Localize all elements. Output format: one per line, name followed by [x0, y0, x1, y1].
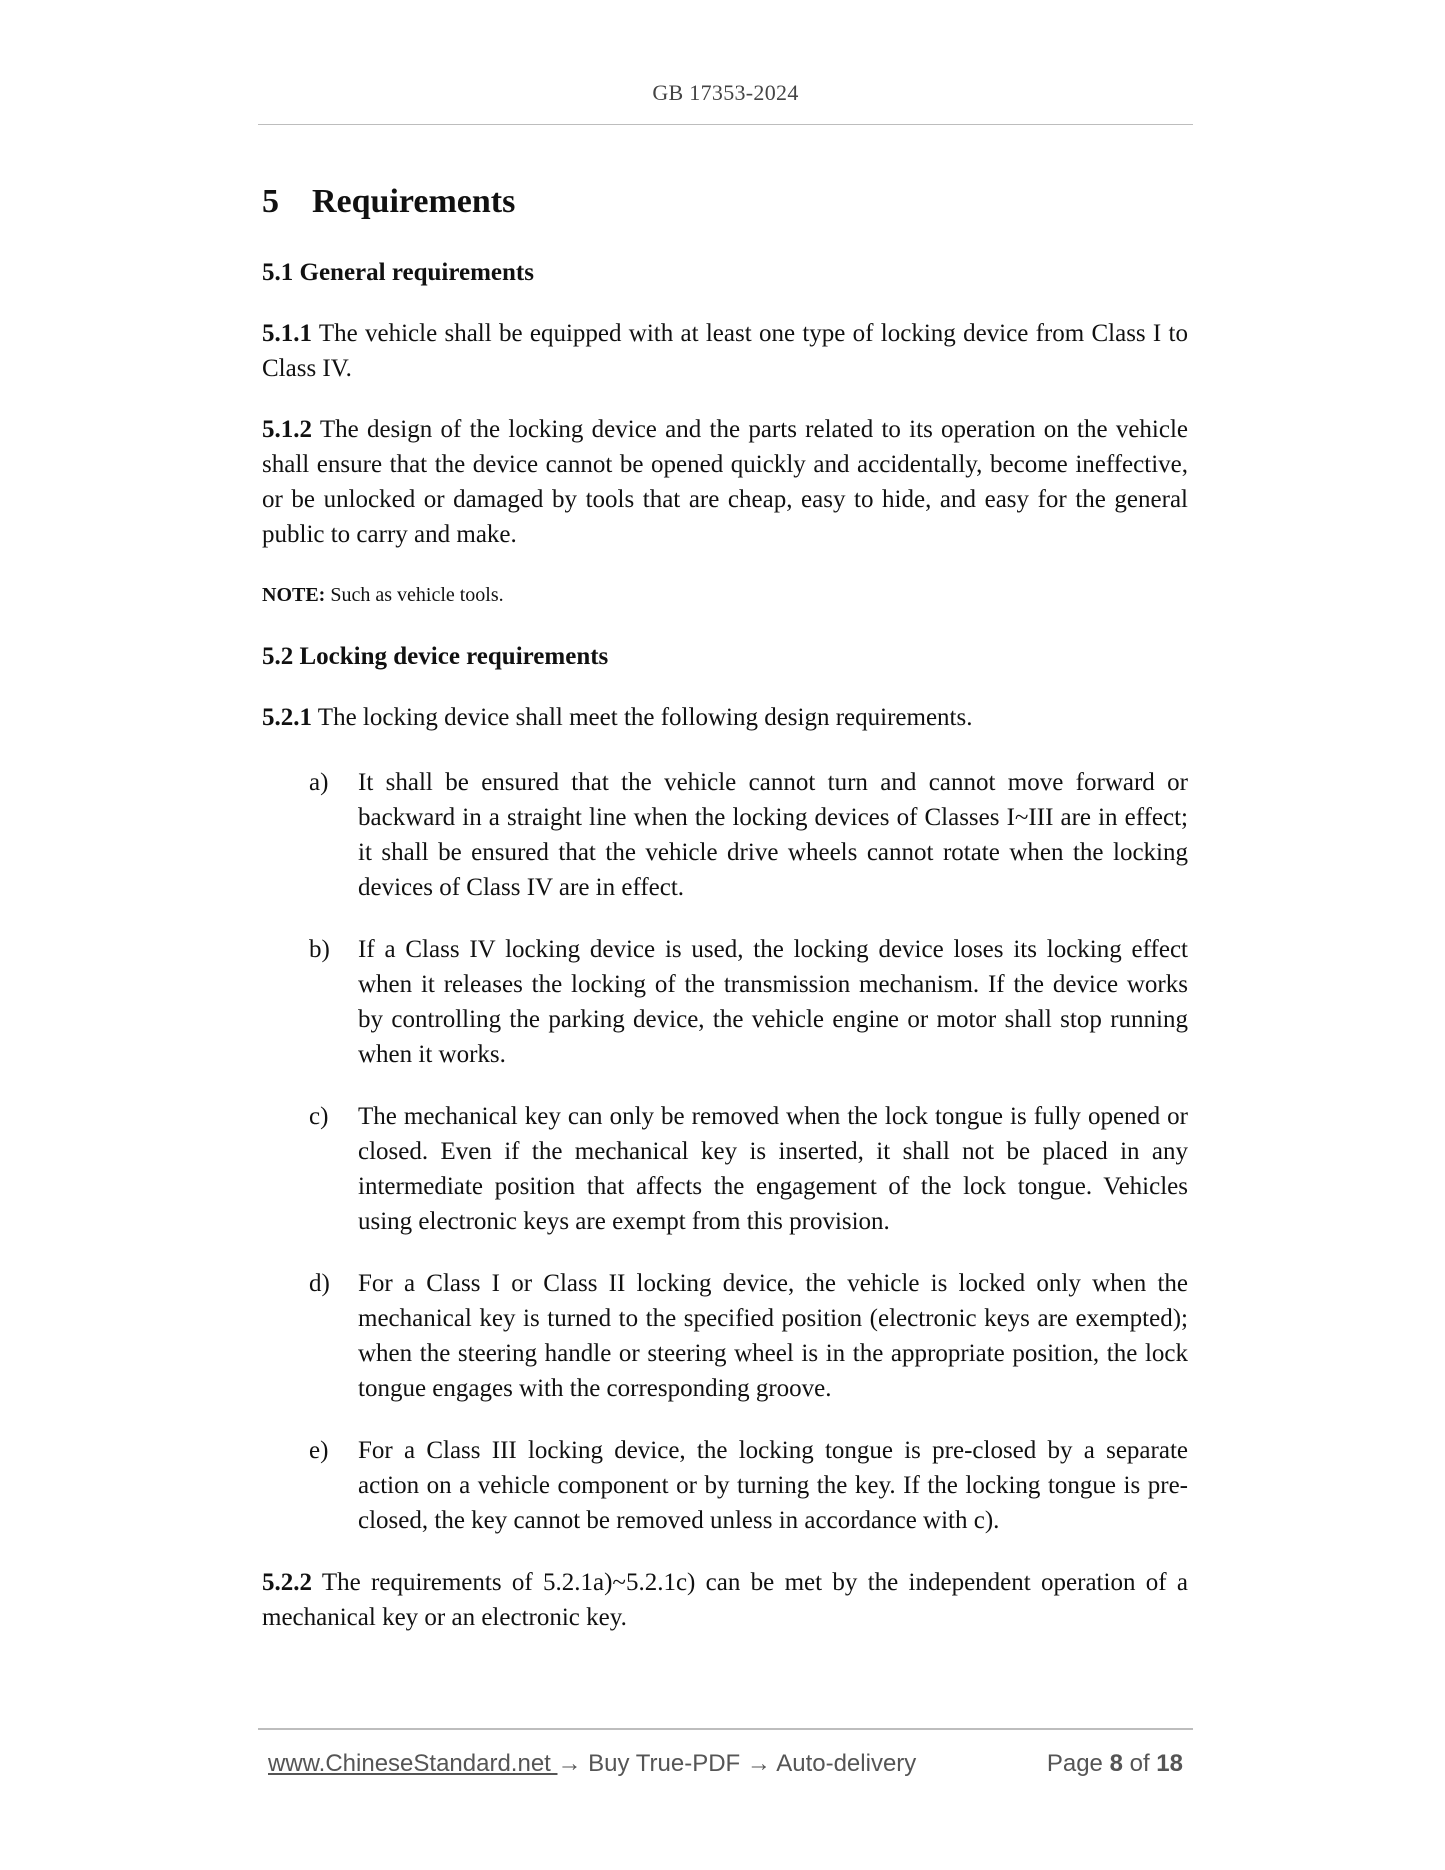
document-id-header: GB 17353-2024	[652, 80, 799, 105]
clause-5-2-1	[262, 700, 1188, 735]
clause-number: 5.1.2	[262, 416, 312, 443]
list-item	[262, 1266, 1188, 1406]
section-title-text: Requirements	[312, 183, 516, 220]
clause-text: The locking device shall meet the following design requirements.	[312, 704, 973, 731]
section-number: 5	[262, 183, 279, 220]
list-item	[262, 765, 1188, 905]
page-label: Page	[1046, 1750, 1103, 1777]
list-item-text: For a Class III locking device, the locking tongue is pre-closed by a separate action on a vehicle component or by turning the key. If the locking tongue is pre-closed, the key cannot be removed unless in accordance with c).	[358, 1437, 1188, 1534]
clause-number: 5.2.2	[262, 1569, 312, 1596]
clause-5-1-2	[262, 412, 1188, 552]
list-marker: c)	[309, 1103, 329, 1130]
list-item	[262, 1099, 1188, 1239]
list-item-text: For a Class I or Class II locking device, the vehicle is locked only when the mechanical key is turned to the specified position (electronic keys are exempted); when the steering handle or steering wheel is in the appropriate position, the lock tongue engages with the corresponding groove.	[358, 1270, 1188, 1402]
page-indicator	[1047, 1750, 1183, 1778]
list-marker: b)	[309, 936, 330, 963]
header-divider	[258, 124, 1193, 125]
clause-text: The design of the locking device and the parts related to its operation on the vehicle shall ensure that the device cannot be opened quickly and accidentally, become ineffective, or be unlocked or damaged by tools that are cheap, easy to hide, and easy for the general public to carry and make.	[262, 416, 1188, 548]
clause-text: The vehicle shall be equipped with at least one type of locking device from Class I to Class IV.	[262, 320, 1188, 382]
list-item-text: The mechanical key can only be removed when the lock tongue is fully opened or closed. Even if the mechanical key is inserted, it shall not be placed in any intermediate position that affects the engagement of the lock tongue. Vehicles using electronic keys are exempt from this provision.	[358, 1103, 1188, 1235]
list-item-text: It shall be ensured that the vehicle cannot turn and cannot move forward or backward in a straight line when the locking devices of Classes I~III are in effect; it shall be ensured that the vehicle drive wheels cannot rotate when the locking devices of Class IV are in effect.	[358, 769, 1188, 901]
page-number: 8	[1109, 1750, 1123, 1777]
requirements-list	[262, 765, 1188, 1538]
list-marker: e)	[309, 1437, 329, 1464]
clause-number: 5.2.1	[262, 704, 312, 731]
list-item	[262, 1433, 1188, 1538]
clause-5-1-1	[262, 316, 1188, 386]
clause-number: 5.1.1	[262, 320, 312, 347]
page-content	[262, 178, 1188, 1635]
note-text: Such as vehicle tools.	[325, 584, 504, 606]
list-marker: d)	[309, 1270, 330, 1297]
footer-divider	[258, 1728, 1193, 1730]
section-title	[262, 178, 1188, 226]
subsection-5-1-heading: 5.1 General requirements	[262, 259, 534, 286]
note-label: NOTE:	[262, 584, 326, 606]
of-label: of	[1129, 1750, 1150, 1777]
page-footer	[268, 1750, 1183, 1778]
list-item-text: If a Class IV locking device is used, the locking device loses its locking effect when it releases the locking of the transmission mechanism. If the device works by controlling the parking device, the vehicle engine or motor shall stop running when it works.	[358, 936, 1188, 1068]
footer-tagline: → Buy True-PDF → Auto-delivery	[557, 1750, 917, 1777]
clause-5-2-2	[262, 1565, 1188, 1635]
list-marker: a)	[309, 769, 329, 796]
list-item	[262, 932, 1188, 1072]
page-total: 18	[1156, 1750, 1183, 1777]
clause-text: The requirements of 5.2.1a)~5.2.1c) can be met by the independent operation of a mechanical key or an electronic key.	[262, 1569, 1188, 1631]
note	[262, 580, 1188, 610]
subsection-5-2-heading: 5.2 Locking device requirements	[262, 643, 609, 670]
site-link[interactable]: www.ChineseStandard.net	[268, 1750, 558, 1777]
